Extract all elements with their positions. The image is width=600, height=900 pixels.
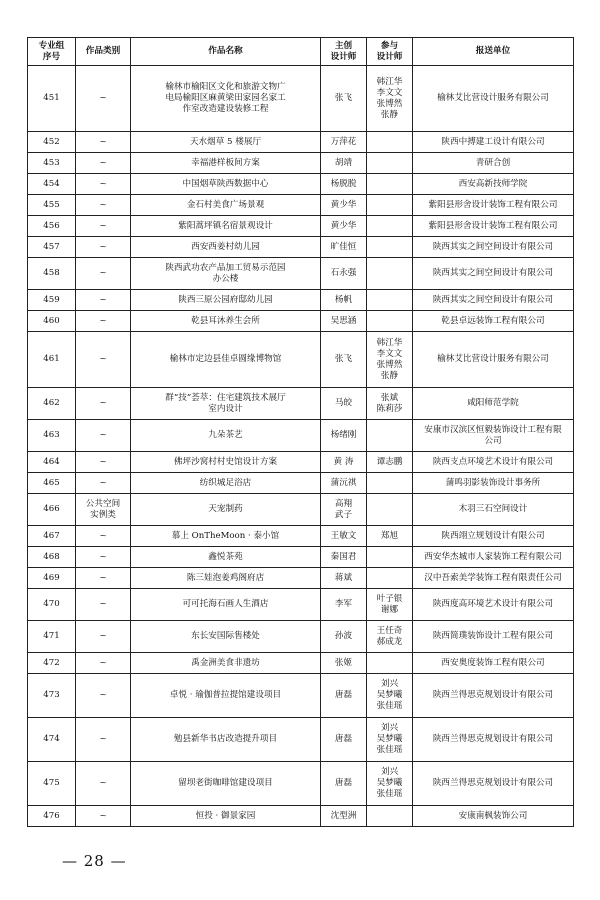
table-row <box>28 388 574 420</box>
row-lead-designer-cell: 杨绪刚 <box>321 420 367 452</box>
row-participating-designers-cell <box>367 420 413 452</box>
header-participating-designers: 参与 设计师 <box>367 38 413 66</box>
row-lead-designer-cell: 唐磊 <box>321 718 367 762</box>
row-submitting-unit-cell: 蒲鸣羽影装饰设计事务所 <box>413 473 574 494</box>
row-lead-designer-cell: 李军 <box>321 589 367 621</box>
row-submitting-unit-cell: 西安奥度装饰工程有限公司 <box>413 653 574 674</box>
row-lead-designer-cell: 唐磊 <box>321 762 367 806</box>
row-lead-designer-cell: 万萍花 <box>321 132 367 153</box>
row-lead-designer-cell: 唐磊 <box>321 674 367 718</box>
row-participating-designers-cell: 刘兴 吴梦曦 张佳瑶 <box>367 762 413 806</box>
row-number-cell: 472 <box>28 653 76 674</box>
row-participating-designers-cell: 韩江华 李文文 张博然 张静 <box>367 66 413 132</box>
table-row <box>28 66 574 132</box>
row-work-name-cell: 陈三娃泡姜鸡阁府店 <box>131 568 321 589</box>
header-work-name: 作品名称 <box>131 38 321 66</box>
row-participating-designers-cell <box>367 547 413 568</box>
row-submitting-unit-cell: 西安华杰城市人家装饰工程有限公司 <box>413 547 574 568</box>
row-submitting-unit-cell: 陕西其实之间空间设计有限公司 <box>413 237 574 258</box>
row-participating-designers-cell: 王任奇 郝成龙 <box>367 621 413 653</box>
row-participating-designers-cell <box>367 653 413 674</box>
row-submitting-unit-cell: 西安高新技师学院 <box>413 174 574 195</box>
table-row <box>28 762 574 806</box>
row-category-cell: ~ <box>76 420 131 452</box>
row-work-name-cell: 勉县新华书店改造提升项目 <box>131 718 321 762</box>
table-row <box>28 568 574 589</box>
row-lead-designer-cell: 杨脱脱 <box>321 174 367 195</box>
row-number-cell: 469 <box>28 568 76 589</box>
row-participating-designers-cell: 谭志鹏 <box>367 452 413 473</box>
table-row <box>28 153 574 174</box>
table-row <box>28 258 574 290</box>
row-submitting-unit-cell: 陕西支点环境艺术设计有限公司 <box>413 452 574 473</box>
row-number-cell: 468 <box>28 547 76 568</box>
row-category-cell: ~ <box>76 332 131 388</box>
row-category-cell: ~ <box>76 452 131 473</box>
table-row <box>28 290 574 311</box>
row-work-name-cell: 中国烟草陕西数据中心 <box>131 174 321 195</box>
row-participating-designers-cell <box>367 237 413 258</box>
row-category-cell: ~ <box>76 547 131 568</box>
row-number-cell: 462 <box>28 388 76 420</box>
row-participating-designers-cell: 郑旭 <box>367 526 413 547</box>
row-category-cell: ~ <box>76 806 131 827</box>
row-work-name-cell: 留坝老街咖啡馆建设项目 <box>131 762 321 806</box>
row-submitting-unit-cell: 陕西度高环境艺术设计有限公司 <box>413 589 574 621</box>
row-category-cell: ~ <box>76 621 131 653</box>
row-number-cell: 467 <box>28 526 76 547</box>
row-number-cell: 466 <box>28 494 76 526</box>
row-work-name-cell: 东长安国际售楼处 <box>131 621 321 653</box>
row-work-name-cell: 群“技”荟萃：住宅建筑技术展厅 室内设计 <box>131 388 321 420</box>
row-number-cell: 454 <box>28 174 76 195</box>
row-submitting-unit-cell: 陕西其实之间空间设计有限公司 <box>413 258 574 290</box>
table-row <box>28 420 574 452</box>
row-number-cell: 451 <box>28 66 76 132</box>
row-participating-designers-cell: 叶子银 谢娜 <box>367 589 413 621</box>
table-row <box>28 621 574 653</box>
row-lead-designer-cell: 吴思涵 <box>321 311 367 332</box>
row-category-cell: ~ <box>76 174 131 195</box>
row-category-cell: ~ <box>76 258 131 290</box>
table-row <box>28 674 574 718</box>
row-submitting-unit-cell: 陕西兰得思克规划设计有限公司 <box>413 674 574 718</box>
row-participating-designers-cell <box>367 132 413 153</box>
header-category: 作品类别 <box>76 38 131 66</box>
row-category-cell: ~ <box>76 473 131 494</box>
row-work-name-cell: 佛坪沙窝村村史馆设计方案 <box>131 452 321 473</box>
row-lead-designer-cell: 孙波 <box>321 621 367 653</box>
row-work-name-cell: 榆林市定边县佳卓圆缘博物馆 <box>131 332 321 388</box>
row-work-name-cell: 金石村美食广场景观 <box>131 195 321 216</box>
row-category-cell: ~ <box>76 674 131 718</box>
row-number-cell: 463 <box>28 420 76 452</box>
row-work-name-cell: 鑫悦茶苑 <box>131 547 321 568</box>
row-number-cell: 459 <box>28 290 76 311</box>
row-participating-designers-cell <box>367 494 413 526</box>
row-lead-designer-cell: 黄少华 <box>321 216 367 237</box>
row-lead-designer-cell: 蒋斌 <box>321 568 367 589</box>
row-work-name-cell: 禹金洲美食非遗坊 <box>131 653 321 674</box>
row-number-cell: 464 <box>28 452 76 473</box>
row-number-cell: 455 <box>28 195 76 216</box>
row-category-cell: ~ <box>76 388 131 420</box>
table-row <box>28 174 574 195</box>
row-number-cell: 465 <box>28 473 76 494</box>
row-lead-designer-cell: 高翔 武子 <box>321 494 367 526</box>
row-participating-designers-cell: 刘兴 吴梦曦 张佳瑶 <box>367 718 413 762</box>
table-row <box>28 216 574 237</box>
row-submitting-unit-cell: 汉中吾索美学装饰工程有限责任公司 <box>413 568 574 589</box>
header-lead-designer: 主创 设计师 <box>321 38 367 66</box>
table-row <box>28 718 574 762</box>
row-submitting-unit-cell: 咸阳师范学院 <box>413 388 574 420</box>
header-submitting-unit: 报送单位 <box>413 38 574 66</box>
row-number-cell: 452 <box>28 132 76 153</box>
row-category-cell: ~ <box>76 290 131 311</box>
row-participating-designers-cell <box>367 290 413 311</box>
row-participating-designers-cell <box>367 174 413 195</box>
row-number-cell: 460 <box>28 311 76 332</box>
row-work-name-cell: 陕西三原公园府邸幼儿园 <box>131 290 321 311</box>
row-submitting-unit-cell: 陕西兰得思克规划设计有限公司 <box>413 718 574 762</box>
row-participating-designers-cell: 韩江华 李文文 张博然 张静 <box>367 332 413 388</box>
row-work-name-cell: 纺织城足浴店 <box>131 473 321 494</box>
row-number-cell: 473 <box>28 674 76 718</box>
row-submitting-unit-cell: 陕西其实之间空间设计有限公司 <box>413 290 574 311</box>
row-participating-designers-cell: 刘兴 吴梦曦 张佳瑶 <box>367 674 413 718</box>
row-submitting-unit-cell: 陕西兰得思克规划设计有限公司 <box>413 762 574 806</box>
row-number-cell: 453 <box>28 153 76 174</box>
row-number-cell: 475 <box>28 762 76 806</box>
row-participating-designers-cell <box>367 153 413 174</box>
row-lead-designer-cell: 马皎 <box>321 388 367 420</box>
row-work-name-cell: 乾县耳沐养生会所 <box>131 311 321 332</box>
row-category-cell: 公共空间 实例类 <box>76 494 131 526</box>
table-row <box>28 526 574 547</box>
row-number-cell: 457 <box>28 237 76 258</box>
row-work-name-cell: 天宠制药 <box>131 494 321 526</box>
row-submitting-unit-cell: 木羽三石空间设计 <box>413 494 574 526</box>
row-number-cell: 456 <box>28 216 76 237</box>
header-group-number: 专业组 序号 <box>28 38 76 66</box>
row-lead-designer-cell: 蒲沅祺 <box>321 473 367 494</box>
row-lead-designer-cell: 王敏文 <box>321 526 367 547</box>
row-category-cell: ~ <box>76 132 131 153</box>
row-participating-designers-cell <box>367 473 413 494</box>
row-participating-designers-cell: 张斌 陈莉莎 <box>367 388 413 420</box>
row-number-cell: 471 <box>28 621 76 653</box>
row-lead-designer-cell: 张飞 <box>321 66 367 132</box>
row-work-name-cell: 卓悦 · 瑜伽普拉提馆建设项目 <box>131 674 321 718</box>
table-row <box>28 547 574 568</box>
row-category-cell: ~ <box>76 568 131 589</box>
row-lead-designer-cell: 沈型洲 <box>321 806 367 827</box>
row-submitting-unit-cell: 安康市汉滨区恒毅装饰设计工程有限 公司 <box>413 420 574 452</box>
row-number-cell: 476 <box>28 806 76 827</box>
row-work-name-cell: 天水烟草 5 楼展厅 <box>131 132 321 153</box>
row-category-cell: ~ <box>76 216 131 237</box>
row-work-name-cell: 陕西武功农产品加工贸易示范园 办公楼 <box>131 258 321 290</box>
row-participating-designers-cell <box>367 311 413 332</box>
row-submitting-unit-cell: 榆林艾比营设计服务有限公司 <box>413 66 574 132</box>
row-participating-designers-cell <box>367 806 413 827</box>
row-lead-designer-cell: 张姬 <box>321 653 367 674</box>
row-work-name-cell: 可可托海石画人生酒店 <box>131 589 321 621</box>
row-submitting-unit-cell: 陕西翊立规划设计有限公司 <box>413 526 574 547</box>
row-work-name-cell: 紫阳蒿坪镇名宿景观设计 <box>131 216 321 237</box>
row-participating-designers-cell <box>367 258 413 290</box>
row-number-cell: 458 <box>28 258 76 290</box>
row-work-name-cell: 慕上 OnTheMoon · 泰小馆 <box>131 526 321 547</box>
row-submitting-unit-cell: 乾县卓远装饰工程有限公司 <box>413 311 574 332</box>
row-category-cell: ~ <box>76 526 131 547</box>
row-work-name-cell: 幸福港样板间方案 <box>131 153 321 174</box>
row-submitting-unit-cell: 陕西简璞装饰设计工程有限公司 <box>413 621 574 653</box>
table-row <box>28 332 574 388</box>
table-row <box>28 132 574 153</box>
row-work-name-cell: 九朵茶艺 <box>131 420 321 452</box>
row-category-cell: ~ <box>76 153 131 174</box>
row-participating-designers-cell <box>367 195 413 216</box>
row-participating-designers-cell <box>367 568 413 589</box>
row-category-cell: ~ <box>76 718 131 762</box>
row-category-cell: ~ <box>76 653 131 674</box>
row-submitting-unit-cell: 青研合创 <box>413 153 574 174</box>
row-submitting-unit-cell: 紫阳县形舍设计装饰工程有限公司 <box>413 216 574 237</box>
row-category-cell: ~ <box>76 195 131 216</box>
table-row <box>28 494 574 526</box>
table-row <box>28 195 574 216</box>
table-row <box>28 452 574 473</box>
table-row <box>28 589 574 621</box>
row-number-cell: 461 <box>28 332 76 388</box>
row-lead-designer-cell: 张飞 <box>321 332 367 388</box>
row-submitting-unit-cell: 紫阳县形舍设计装饰工程有限公司 <box>413 195 574 216</box>
row-category-cell: ~ <box>76 311 131 332</box>
row-work-name-cell: 西安西姜村幼儿园 <box>131 237 321 258</box>
awards-table <box>27 37 574 827</box>
header-row <box>28 38 574 66</box>
table-row <box>28 311 574 332</box>
row-lead-designer-cell: 旷佳恒 <box>321 237 367 258</box>
table-row <box>28 473 574 494</box>
row-lead-designer-cell: 胡靖 <box>321 153 367 174</box>
row-lead-designer-cell: 秦国君 <box>321 547 367 568</box>
row-submitting-unit-cell: 安康南枫装饰公司 <box>413 806 574 827</box>
row-submitting-unit-cell: 榆林艾比营设计服务有限公司 <box>413 332 574 388</box>
row-category-cell: ~ <box>76 589 131 621</box>
row-work-name-cell: 恒投 · 御景家园 <box>131 806 321 827</box>
page-number: — 28 — <box>62 852 127 870</box>
row-lead-designer-cell: 黄 涛 <box>321 452 367 473</box>
row-submitting-unit-cell: 陕西中搏建工设计有限公司 <box>413 132 574 153</box>
row-number-cell: 474 <box>28 718 76 762</box>
row-lead-designer-cell: 石永强 <box>321 258 367 290</box>
row-category-cell: ~ <box>76 66 131 132</box>
row-category-cell: ~ <box>76 762 131 806</box>
row-number-cell: 470 <box>28 589 76 621</box>
row-participating-designers-cell <box>367 216 413 237</box>
row-work-name-cell: 榆林市榆阳区文化和旅游文物广 电局榆阳区麻黄梁田家园名家工 作室改造建设装修工程 <box>131 66 321 132</box>
table-row <box>28 653 574 674</box>
table-row <box>28 806 574 827</box>
table-row <box>28 237 574 258</box>
row-category-cell: ~ <box>76 237 131 258</box>
row-lead-designer-cell: 杨帆 <box>321 290 367 311</box>
row-lead-designer-cell: 黄少华 <box>321 195 367 216</box>
